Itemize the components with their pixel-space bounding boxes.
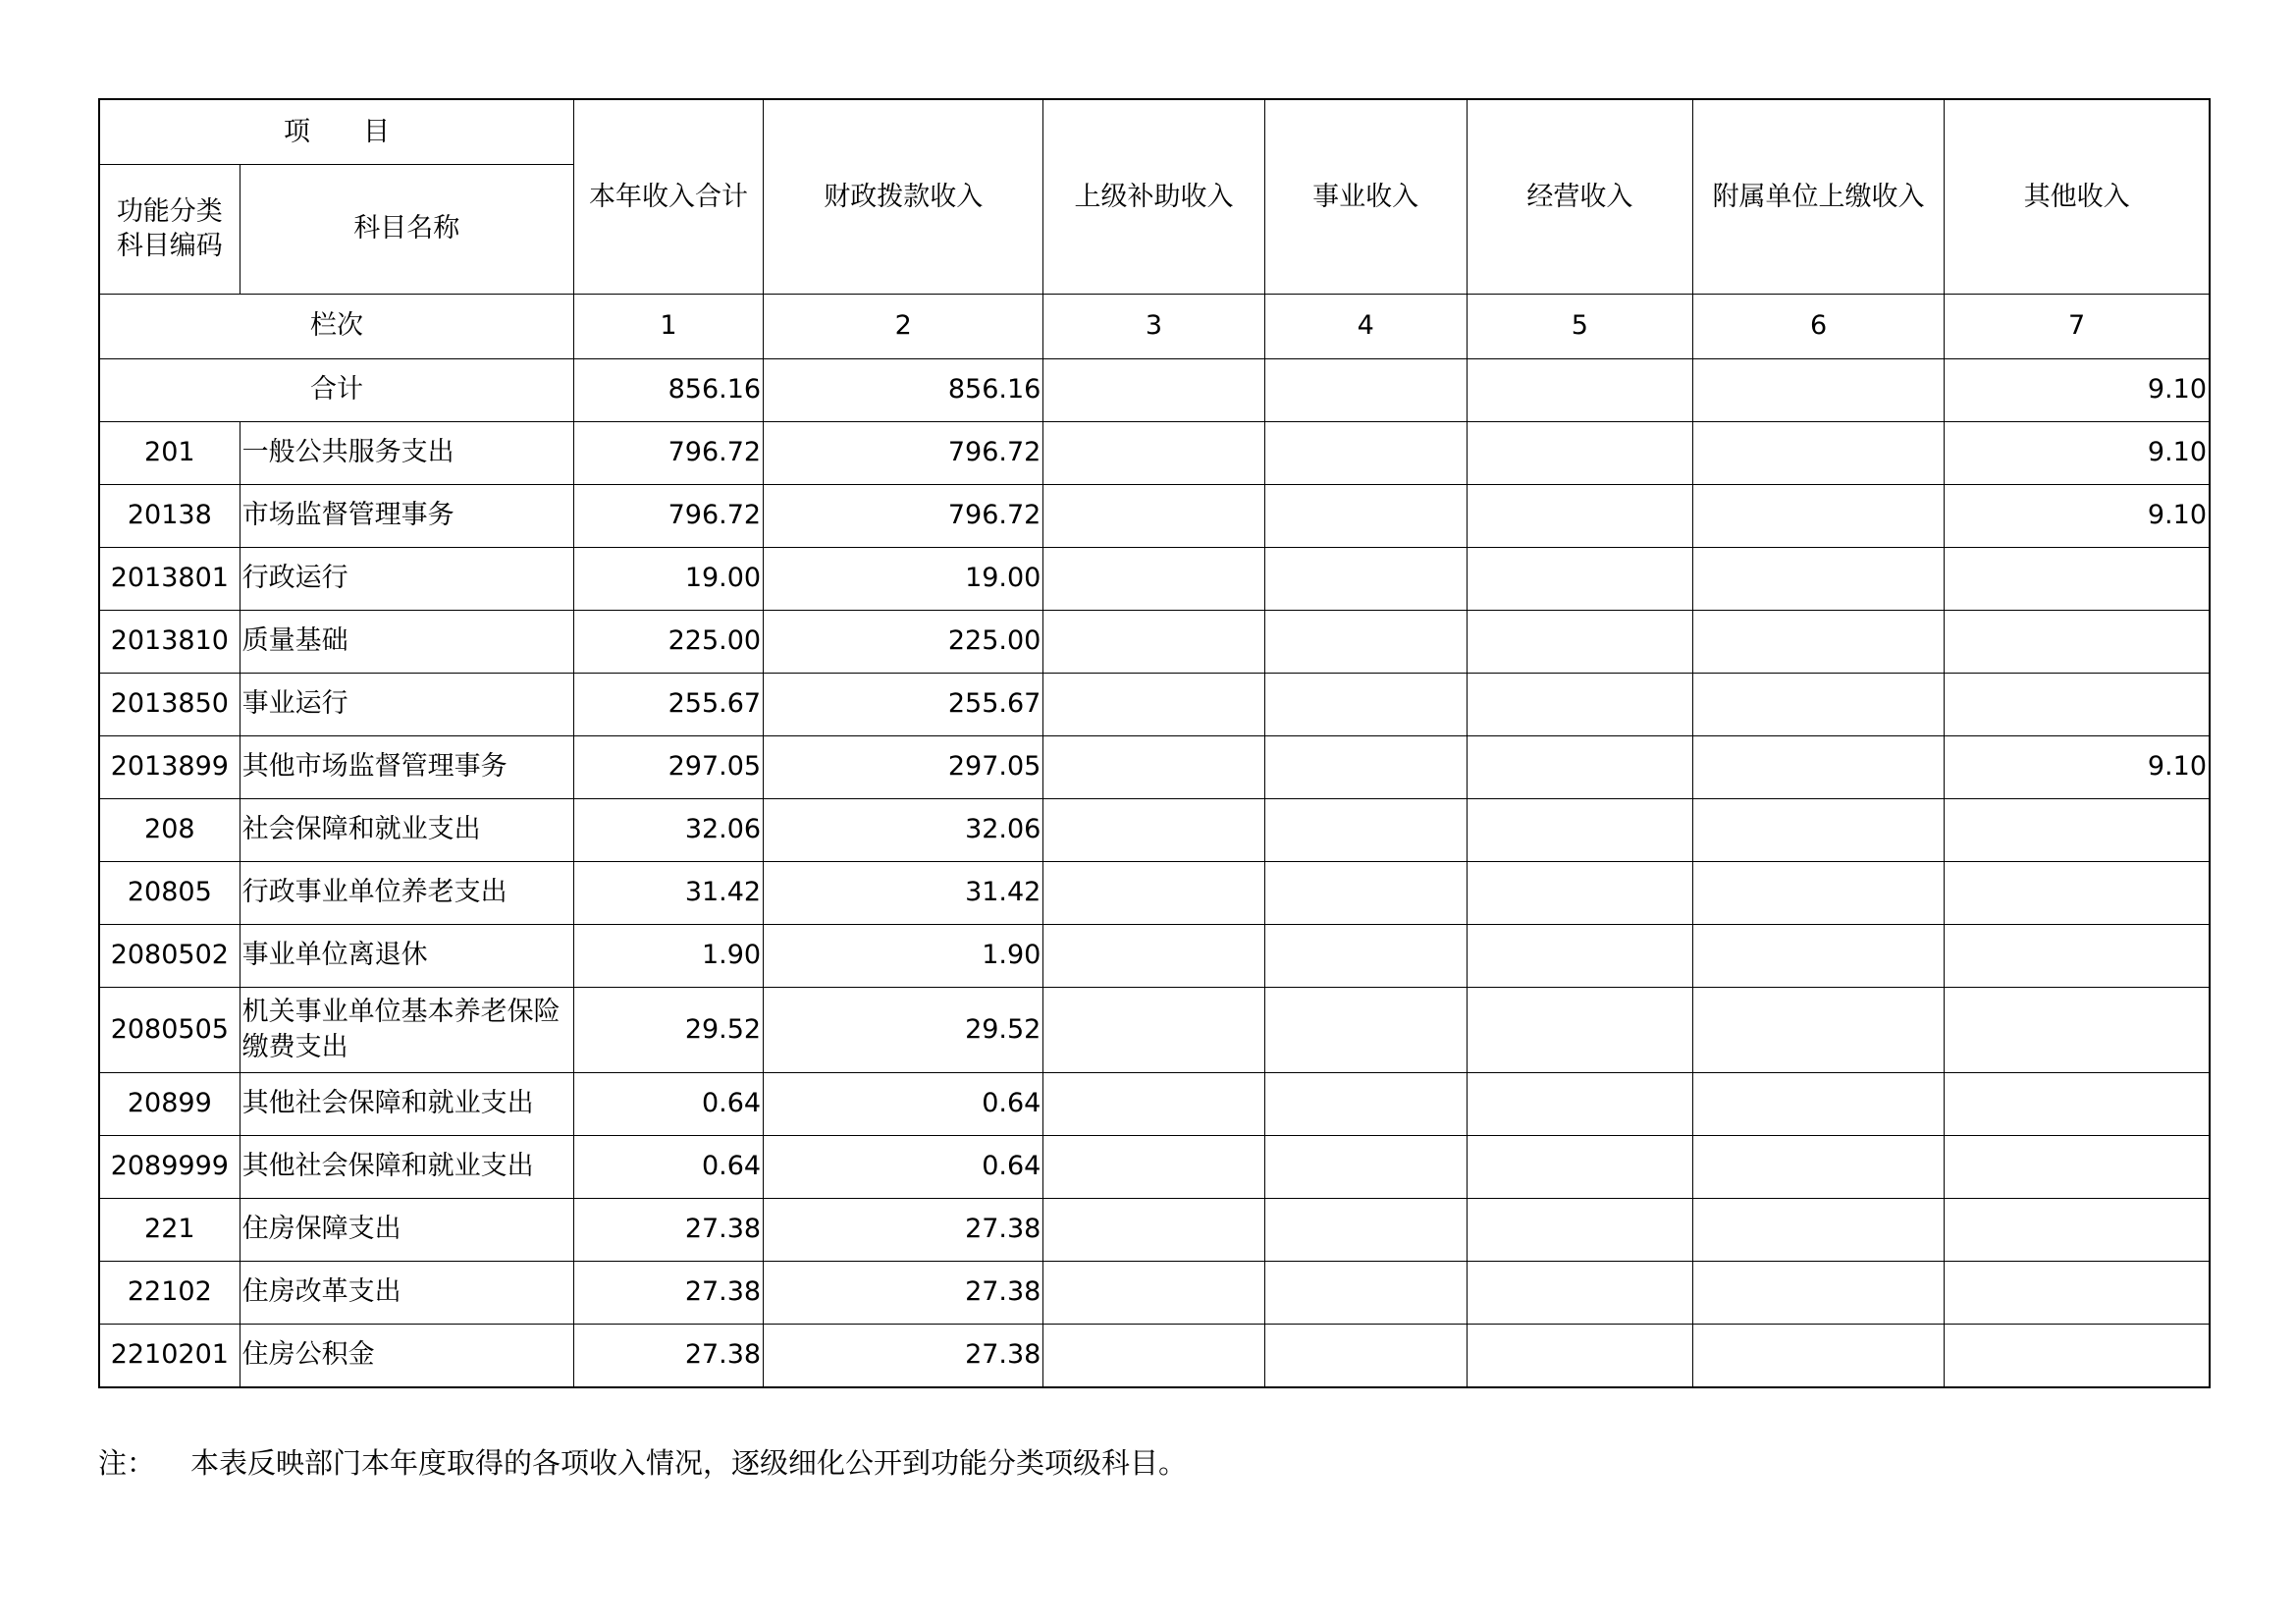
amount-cell: 255.67 [764, 673, 1043, 735]
amount-cell [1043, 735, 1264, 798]
amount-cell [1467, 673, 1692, 735]
total-label: 合计 [99, 358, 573, 421]
amount-cell: 796.72 [573, 421, 763, 484]
subject-name: 市场监督管理事务 [240, 484, 573, 547]
col-number: 6 [1692, 294, 1944, 358]
amount-cell [1692, 484, 1944, 547]
amount-cell [1692, 421, 1944, 484]
amount-cell [1043, 484, 1264, 547]
col-header-fiscal-allocation: 财政拨款收入 [764, 99, 1043, 294]
amount-cell [1043, 1072, 1264, 1135]
amount-cell: 29.52 [764, 987, 1043, 1072]
amount-cell [1467, 861, 1692, 924]
amount-cell [1945, 610, 2210, 673]
table-row [99, 484, 2210, 547]
amount-cell [1945, 987, 2210, 1072]
subject-code: 2210201 [99, 1324, 240, 1387]
subject-code: 2080502 [99, 924, 240, 987]
amount-cell [1692, 1072, 1944, 1135]
amount-cell [1692, 547, 1944, 610]
table-row [99, 1261, 2210, 1324]
total-value: 856.16 [573, 358, 763, 421]
subject-code: 2013850 [99, 673, 240, 735]
subject-code: 2013810 [99, 610, 240, 673]
code-header [99, 164, 240, 294]
amount-cell [1692, 987, 1944, 1072]
amount-cell [1264, 1072, 1467, 1135]
amount-cell [1264, 484, 1467, 547]
table-row [99, 547, 2210, 610]
col-header-other-income: 其他收入 [1945, 99, 2210, 294]
amount-cell: 0.64 [764, 1072, 1043, 1135]
amount-cell [1043, 1324, 1264, 1387]
amount-cell [1467, 924, 1692, 987]
table-row [99, 610, 2210, 673]
amount-cell [1945, 1324, 2210, 1387]
amount-cell [1692, 673, 1944, 735]
amount-cell: 796.72 [764, 421, 1043, 484]
table-row [99, 1198, 2210, 1261]
table-row [99, 1135, 2210, 1198]
amount-cell [1043, 421, 1264, 484]
amount-cell [1264, 798, 1467, 861]
amount-cell [1043, 1198, 1264, 1261]
amount-cell [1043, 798, 1264, 861]
subject-name: 社会保障和就业支出 [240, 798, 573, 861]
amount-cell [1692, 610, 1944, 673]
amount-cell: 225.00 [764, 610, 1043, 673]
amount-cell [1692, 1324, 1944, 1387]
amount-cell: 9.10 [1945, 735, 2210, 798]
amount-cell [1264, 987, 1467, 1072]
amount-cell [1945, 1135, 2210, 1198]
amount-cell [1264, 673, 1467, 735]
col-number: 1 [573, 294, 763, 358]
amount-cell [1264, 1198, 1467, 1261]
amount-cell: 19.00 [764, 547, 1043, 610]
footnote-label: 注： [98, 1446, 156, 1480]
footnote [98, 1441, 1187, 1482]
subject-name: 一般公共服务支出 [240, 421, 573, 484]
subject-code: 208 [99, 798, 240, 861]
col-header-total-income: 本年收入合计 [573, 99, 763, 294]
subject-name: 其他社会保障和就业支出 [240, 1135, 573, 1198]
amount-cell [1945, 798, 2210, 861]
amount-cell [1692, 924, 1944, 987]
subject-name: 质量基础 [240, 610, 573, 673]
amount-cell: 27.38 [764, 1198, 1043, 1261]
amount-cell [1264, 735, 1467, 798]
table-row [99, 1072, 2210, 1135]
amount-cell: 796.72 [573, 484, 763, 547]
subject-code: 2080505 [99, 987, 240, 1072]
amount-cell [1043, 861, 1264, 924]
subject-name: 其他社会保障和就业支出 [240, 1072, 573, 1135]
amount-cell [1264, 1135, 1467, 1198]
footnote-text: 本表反映部门本年度取得的各项收入情况，逐级细化公开到功能分类项级科目。 [190, 1446, 1188, 1480]
amount-cell [1945, 673, 2210, 735]
amount-cell [1945, 1261, 2210, 1324]
col-number: 5 [1467, 294, 1692, 358]
table-row [99, 861, 2210, 924]
amount-cell: 31.42 [573, 861, 763, 924]
subject-name: 行政事业单位养老支出 [240, 861, 573, 924]
subject-name: 行政运行 [240, 547, 573, 610]
amount-cell [1467, 1261, 1692, 1324]
amount-cell [1692, 1261, 1944, 1324]
amount-cell [1945, 1072, 2210, 1135]
amount-cell [1945, 924, 2210, 987]
amount-cell [1264, 1324, 1467, 1387]
total-value [1467, 358, 1692, 421]
amount-cell [1043, 924, 1264, 987]
amount-cell [1264, 547, 1467, 610]
amount-cell [1043, 1261, 1264, 1324]
amount-cell: 27.38 [573, 1261, 763, 1324]
amount-cell: 32.06 [764, 798, 1043, 861]
total-row [99, 358, 2210, 421]
amount-cell: 297.05 [764, 735, 1043, 798]
col-header-superior-subsidy: 上级补助收入 [1043, 99, 1264, 294]
total-value [1264, 358, 1467, 421]
amount-cell: 1.90 [573, 924, 763, 987]
amount-cell [1467, 547, 1692, 610]
name-header: 科目名称 [240, 164, 573, 294]
amount-cell: 297.05 [573, 735, 763, 798]
col-header-affiliated-remittance: 附属单位上缴收入 [1692, 99, 1944, 294]
amount-cell: 27.38 [573, 1324, 763, 1387]
code-header-label: 功能分类 科目编码 [116, 195, 223, 261]
amount-cell [1264, 421, 1467, 484]
amount-cell: 27.38 [764, 1324, 1043, 1387]
col-number: 7 [1945, 294, 2210, 358]
subject-code: 20138 [99, 484, 240, 547]
amount-cell: 31.42 [764, 861, 1043, 924]
subject-code: 201 [99, 421, 240, 484]
amount-cell [1467, 421, 1692, 484]
subject-name: 事业单位离退休 [240, 924, 573, 987]
amount-cell [1467, 610, 1692, 673]
total-value [1043, 358, 1264, 421]
amount-cell [1264, 1261, 1467, 1324]
table-row [99, 924, 2210, 987]
amount-cell [1467, 798, 1692, 861]
col-index-label: 栏次 [99, 294, 573, 358]
subject-code: 2013801 [99, 547, 240, 610]
amount-cell [1945, 861, 2210, 924]
amount-cell: 0.64 [573, 1135, 763, 1198]
amount-cell [1467, 1135, 1692, 1198]
amount-cell [1692, 861, 1944, 924]
table-row [99, 673, 2210, 735]
table-row [99, 987, 2210, 1072]
amount-cell [1264, 861, 1467, 924]
amount-cell: 0.64 [764, 1135, 1043, 1198]
col-number: 3 [1043, 294, 1264, 358]
col-header-business-income: 事业收入 [1264, 99, 1467, 294]
total-value: 9.10 [1945, 358, 2210, 421]
amount-cell [1264, 610, 1467, 673]
table-row [99, 1324, 2210, 1387]
subject-name: 机关事业单位基本养老保险缴费支出 [240, 987, 573, 1072]
col-header-operating-income: 经营收入 [1467, 99, 1692, 294]
amount-cell: 796.72 [764, 484, 1043, 547]
amount-cell [1043, 987, 1264, 1072]
amount-cell: 1.90 [764, 924, 1043, 987]
subject-code: 22102 [99, 1261, 240, 1324]
amount-cell: 32.06 [573, 798, 763, 861]
amount-cell [1467, 1072, 1692, 1135]
amount-cell [1043, 610, 1264, 673]
amount-cell: 225.00 [573, 610, 763, 673]
table-row [99, 798, 2210, 861]
subject-name: 事业运行 [240, 673, 573, 735]
col-number: 4 [1264, 294, 1467, 358]
amount-cell: 29.52 [573, 987, 763, 1072]
subject-code: 221 [99, 1198, 240, 1261]
subject-name: 其他市场监督管理事务 [240, 735, 573, 798]
subject-code: 2013899 [99, 735, 240, 798]
subject-code: 20899 [99, 1072, 240, 1135]
amount-cell: 27.38 [764, 1261, 1043, 1324]
amount-cell [1043, 673, 1264, 735]
table-row [99, 421, 2210, 484]
item-header: 项 目 [99, 99, 573, 164]
amount-cell [1692, 735, 1944, 798]
amount-cell: 255.67 [573, 673, 763, 735]
amount-cell [1043, 547, 1264, 610]
total-value [1692, 358, 1944, 421]
amount-cell: 19.00 [573, 547, 763, 610]
amount-cell [1467, 1324, 1692, 1387]
amount-cell [1264, 924, 1467, 987]
amount-cell [1692, 1198, 1944, 1261]
table-row [99, 735, 2210, 798]
amount-cell: 0.64 [573, 1072, 763, 1135]
amount-cell: 9.10 [1945, 421, 2210, 484]
amount-cell [1043, 1135, 1264, 1198]
amount-cell: 9.10 [1945, 484, 2210, 547]
subject-name: 住房公积金 [240, 1324, 573, 1387]
amount-cell [1467, 1198, 1692, 1261]
income-table [98, 98, 2211, 1388]
amount-cell [1467, 735, 1692, 798]
amount-cell [1945, 547, 2210, 610]
amount-cell: 27.38 [573, 1198, 763, 1261]
col-number: 2 [764, 294, 1043, 358]
amount-cell [1692, 798, 1944, 861]
amount-cell [1467, 987, 1692, 1072]
amount-cell [1945, 1198, 2210, 1261]
total-value: 856.16 [764, 358, 1043, 421]
amount-cell [1692, 1135, 1944, 1198]
subject-name: 住房保障支出 [240, 1198, 573, 1261]
subject-name: 住房改革支出 [240, 1261, 573, 1324]
subject-code: 2089999 [99, 1135, 240, 1198]
subject-code: 20805 [99, 861, 240, 924]
amount-cell [1467, 484, 1692, 547]
